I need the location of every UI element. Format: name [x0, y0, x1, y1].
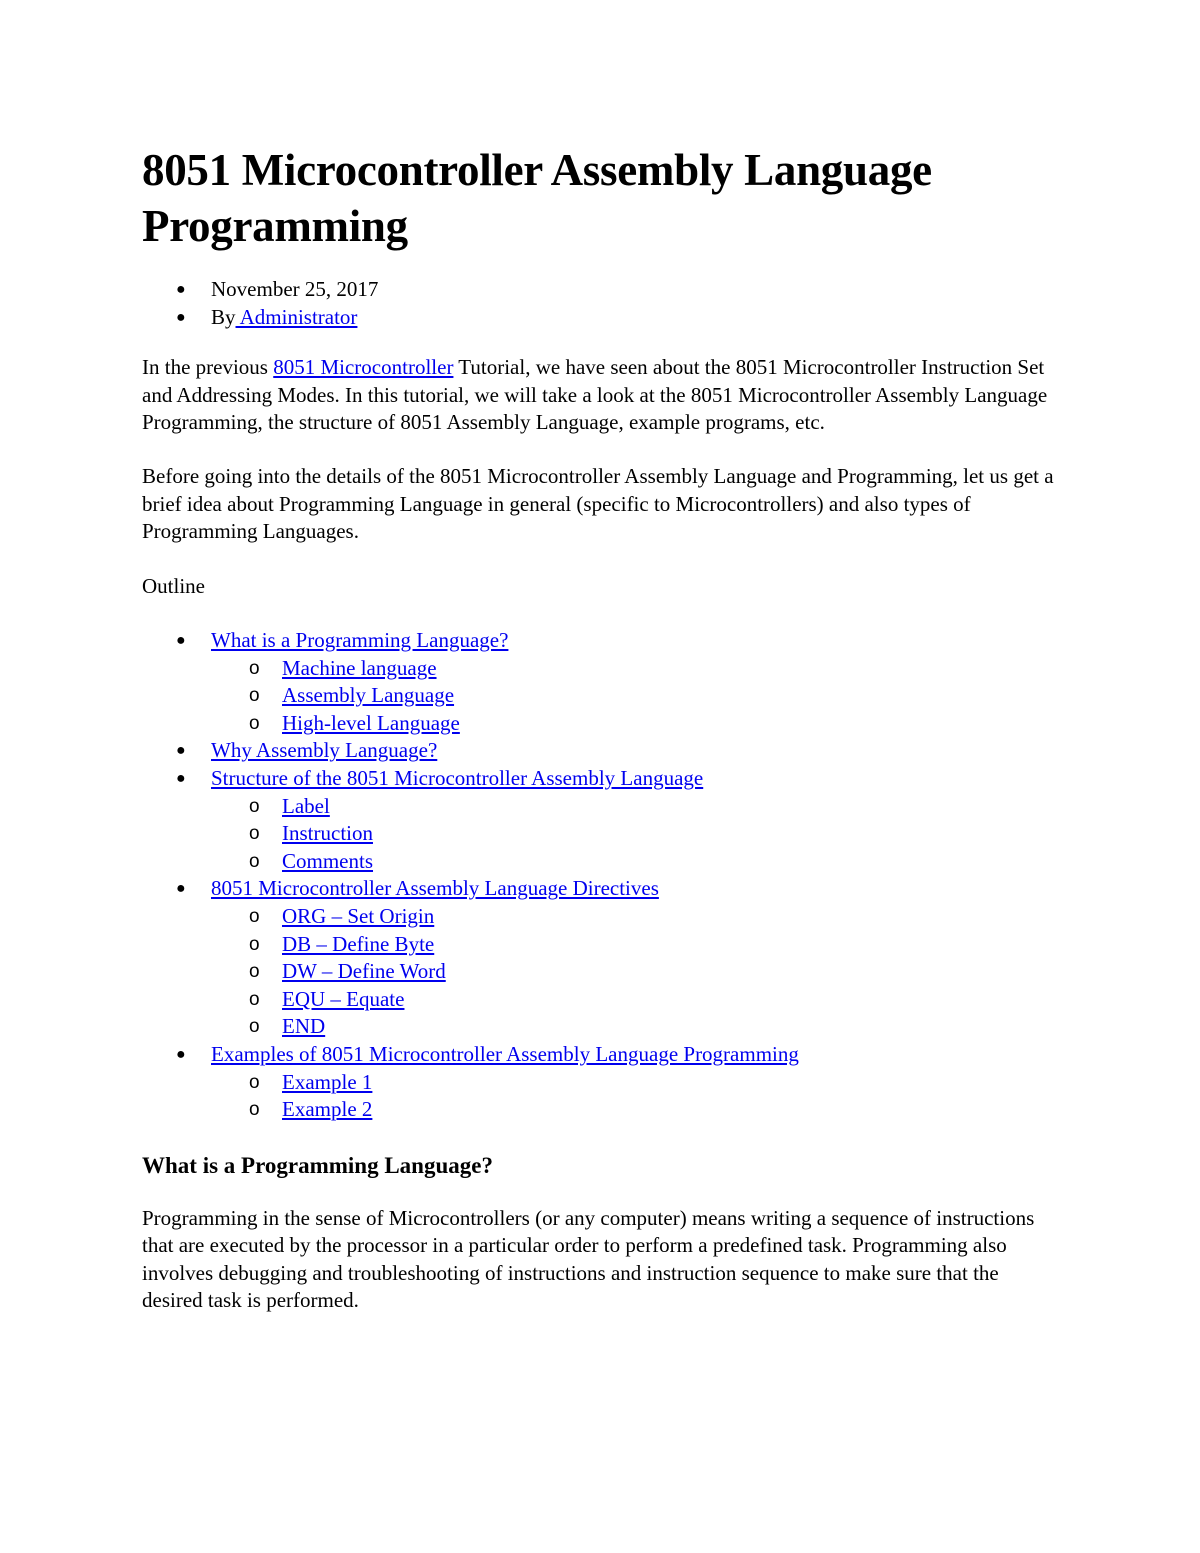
outline-link-instruction[interactable]: Instruction — [282, 821, 373, 846]
outline-subitem — [211, 848, 1062, 876]
author-link[interactable]: Administrator — [235, 304, 358, 329]
section-body: Programming in the sense of Microcontrollers (or any computer) means writing a sequence of instructions that are executed by the processor in a particular order to perform a predefined task. Programming also involves debugging and troubleshooting of instructions and instruction sequence to make sure that the desired task is performed. — [142, 1205, 1035, 1312]
circle-bullet-icon: o — [249, 657, 260, 679]
post-date — [142, 276, 1062, 304]
outline-label: Outline — [142, 573, 205, 598]
post-meta — [142, 276, 1062, 331]
outline-link-example-1[interactable]: Example 1 — [282, 1069, 373, 1094]
outline-subitem — [211, 1013, 1062, 1041]
outline-item — [142, 737, 1062, 765]
by-label: By — [211, 304, 236, 329]
outline-subitem — [211, 1069, 1062, 1097]
outline-subitem — [211, 931, 1062, 959]
circle-bullet-icon: o — [249, 1099, 260, 1121]
outline-subitem — [211, 986, 1062, 1014]
circle-bullet-icon: o — [249, 823, 260, 845]
outline-link-what-is-programming-language[interactable]: What is a Programming Language? — [211, 628, 509, 653]
outline-link-db[interactable]: DB – Define Byte — [282, 931, 435, 956]
bullet-icon: ● — [176, 770, 186, 787]
circle-bullet-icon: o — [249, 988, 260, 1010]
outline-subitem — [211, 903, 1062, 931]
section-heading: What is a Programming Language? — [142, 1152, 493, 1178]
bullet-icon: ● — [176, 308, 186, 326]
outline-subitem — [211, 710, 1062, 738]
bullet-icon: ● — [176, 880, 186, 898]
outline-item — [142, 875, 1062, 1041]
bullet-icon: ● — [176, 632, 186, 650]
outline-link-dw[interactable]: DW – Define Word — [282, 959, 446, 984]
outline-item — [142, 627, 1062, 737]
outline-link-machine-language[interactable]: Machine language — [282, 655, 437, 680]
circle-bullet-icon: o — [249, 712, 260, 734]
outline-link-comments[interactable]: Comments — [282, 848, 374, 873]
outline-subitem — [211, 793, 1062, 821]
outline-link-org[interactable]: ORG – Set Origin — [282, 903, 435, 928]
outline-link-high-level-language[interactable]: High-level Language — [282, 710, 460, 735]
page-title: 8051 Microcontroller Assembly Language Programming — [142, 145, 932, 251]
outline-list — [142, 627, 1062, 1124]
intro-text-after: Tutorial, we have seen about the 8051 Microcontroller Instruction Set and Addressing Modes. In this tutorial, we will take a look at the 8051 Microcontroller Assembly Language Programming, the structure of 8051 Assembly Language, example programs, etc. — [142, 355, 1048, 434]
outline-link-why-assembly[interactable]: Why Assembly Language? — [211, 738, 438, 763]
intro-text-before: In the previous — [142, 355, 274, 380]
outline-sublist — [211, 655, 1062, 738]
circle-bullet-icon: o — [249, 685, 260, 707]
outline-subitem — [211, 820, 1062, 848]
bullet-icon: ● — [176, 281, 186, 298]
outline-subitem — [211, 682, 1062, 710]
circle-bullet-icon: o — [249, 1016, 260, 1038]
outline-subitem — [211, 655, 1062, 683]
outline-item — [142, 1041, 1062, 1124]
circle-bullet-icon: o — [249, 905, 260, 927]
bullet-icon: ● — [176, 1045, 186, 1063]
post-date-text: November 25, 2017 — [211, 277, 379, 301]
circle-bullet-icon: o — [249, 1071, 260, 1093]
circle-bullet-icon: o — [249, 961, 260, 983]
outline-link-examples[interactable]: Examples of 8051 Microcontroller Assembly Language Programming — [211, 1041, 799, 1066]
outline-sublist — [211, 903, 1062, 1041]
outline-link-example-2[interactable]: Example 2 — [282, 1097, 373, 1122]
document-page — [142, 142, 1062, 1314]
outline-link-label[interactable]: Label — [282, 793, 330, 818]
outline-sublist — [211, 793, 1062, 876]
outline-link-end[interactable]: END — [282, 1014, 326, 1039]
microcontroller-tutorial-link[interactable]: 8051 Microcontroller — [273, 355, 454, 380]
outline-subitem — [211, 1096, 1062, 1124]
post-author — [142, 304, 1062, 332]
outline-link-directives[interactable]: 8051 Microcontroller Assembly Language Directives — [211, 876, 659, 901]
before-paragraph: Before going into the details of the 8051 Microcontroller Assembly Language and Programming, let us get a brief idea about Programming Language in general (specific to Microcontrollers) and also types of Programming Languages. — [142, 464, 1054, 544]
outline-item — [142, 765, 1062, 875]
circle-bullet-icon: o — [249, 850, 260, 872]
intro-paragraph — [142, 354, 1062, 436]
bullet-icon: ● — [176, 742, 186, 760]
outline-link-equ[interactable]: EQU – Equate — [282, 986, 405, 1011]
outline-subitem — [211, 958, 1062, 986]
circle-bullet-icon: o — [249, 795, 260, 817]
outline-link-assembly-language[interactable]: Assembly Language — [282, 683, 455, 708]
outline-sublist — [211, 1069, 1062, 1124]
circle-bullet-icon: o — [249, 933, 260, 955]
outline-link-structure[interactable]: Structure of the 8051 Microcontroller Assembly Language — [211, 766, 704, 790]
